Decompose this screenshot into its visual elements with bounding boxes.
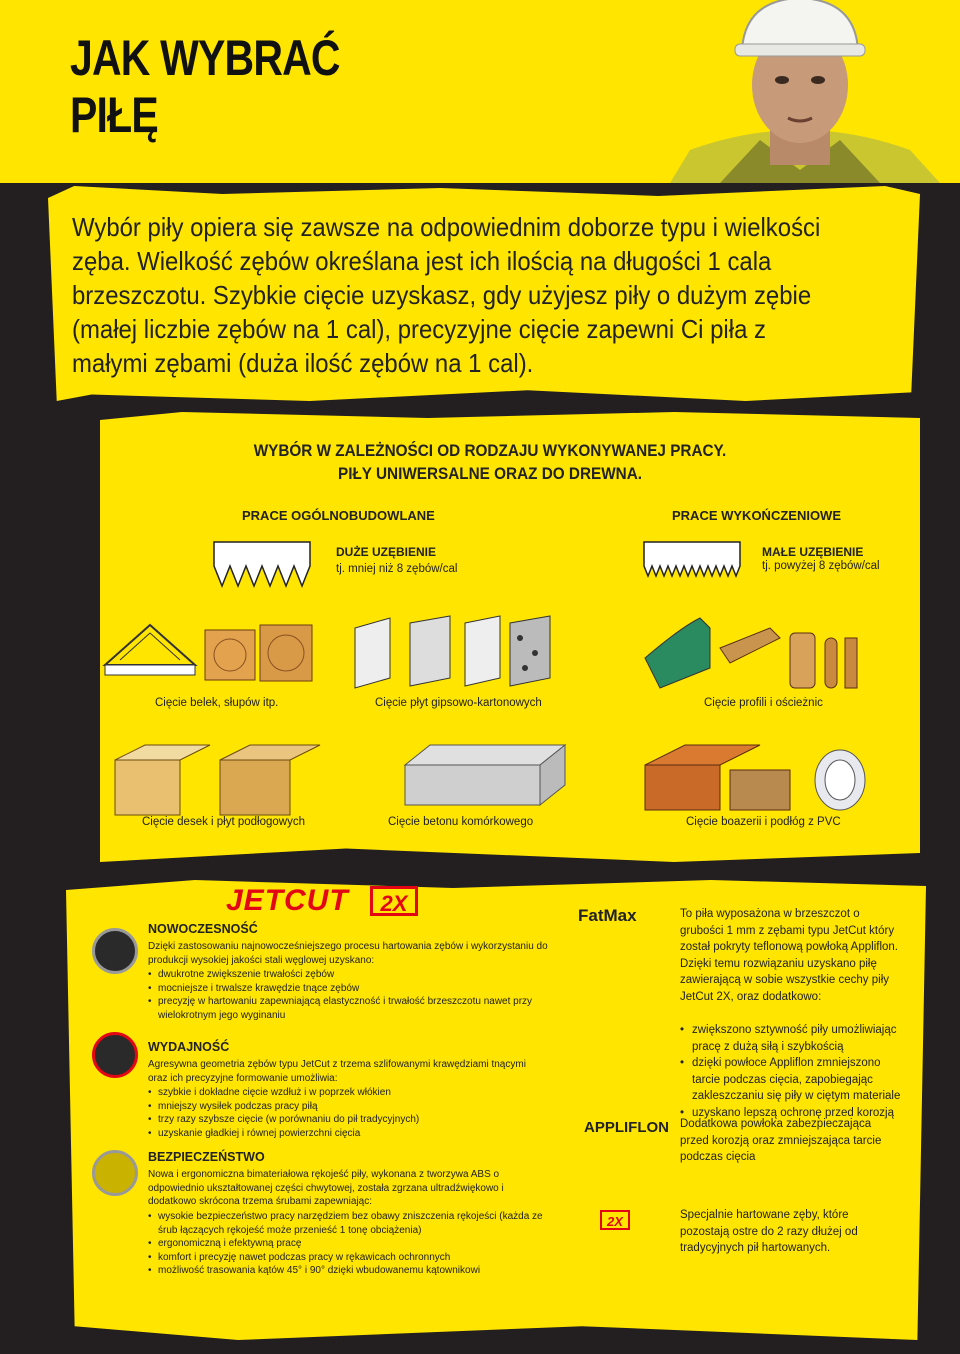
list-item: • ergonomiczną i efektywną pracę (148, 1237, 548, 1251)
intro-text: Wybór piły opiera się zawsze na odpowiednim doborze typu i wielkości zęba. Wielkość zębów określana jest ich ilością na długości 1 cala brzeszczotu. Szybkie cięcie uzyskasz, gdy użyjesz piły o dużym zębie (małej liczbie zębów na 1 cal), precyzyjne cięcie zapewni Ci piła z małymi zębami (duża ilość zębów na 1 cal). (72, 212, 821, 378)
fatmax-text: To piła wyposażona w brzeszczot o grubości 1 mm z zębami typu JetCut który został pokryty teflonową powłoką Appliflon. Dzięki temu rozwiązaniu uzyskano piłę zawierającą w sobie wszystkie cechy piły JetCut 2X, oraz dodatkowo: (680, 908, 898, 1003)
page-title-line2: PIŁĘ (70, 87, 158, 143)
worker-photo (650, 0, 950, 183)
fatmax-logo: FatMax (578, 906, 637, 925)
selection-heading1: WYBÓR W ZALEŻNOŚCI OD RODZAJU WYKONYWANEJ PRACY. (253, 441, 727, 460)
2x-badge: 2X (600, 1210, 630, 1230)
list-item: • możliwość trasowania kątów 45° i 90° dzięki wbudowanemu kątownikowi (148, 1264, 548, 1278)
list-item: • mocniejsze i trwalsze krawędzie tnące zębów (148, 982, 548, 996)
jetcut-logo: JETCUT (226, 884, 349, 917)
small-teeth-sub: tj. powyżej 8 zębów/cal (762, 560, 880, 572)
paneling-illustration (640, 735, 870, 815)
section-modern-text: Dzięki zastosowaniu najnowocześniejszego procesu hartowania zębów i wykorzystaniu do produkcji wysokiej jakości stali węglowej uzyskano: (148, 941, 548, 966)
list-item: • dwukrotne zwiększenie trwałości zębów (148, 968, 548, 982)
list-item: • uzyskano lepszą ochronę przed korozją (680, 1105, 905, 1122)
list-item: • trzy razy szybsze cięcie (w porównaniu do pił tradycyjnych) (148, 1113, 548, 1127)
teeth-v-icon (92, 928, 138, 974)
list-item: • komfort i precyzję nawet podczas pracy w rękawicach ochronnych (148, 1251, 548, 1265)
list-item: • mniejszy wysiłek podczas pracy piłą (148, 1100, 548, 1114)
triple-edge-icon (92, 1032, 138, 1078)
profiles-illustration (640, 608, 870, 698)
section-efficiency-title: WYDAJNOŚĆ (148, 1040, 230, 1054)
small-teeth-icon (642, 540, 742, 585)
appliflon-label: APPLIFLON (584, 1119, 669, 1136)
2x-text: Specjalnie hartowane zęby, które pozostają ostre do 2 razy dłużej od tradycyjnych pił hartowanych. (680, 1209, 858, 1254)
large-teeth-title: DUŻE UZĘBIENIE (336, 545, 437, 559)
list-item: • szybkie i dokładne cięcie wzdłuż i w poprzek włókien (148, 1086, 548, 1100)
page-title-line1: JAK WYBRAĆ (70, 30, 340, 86)
small-teeth-title: MAŁE UZĘBIENIE (762, 545, 864, 559)
boards-illustration (110, 730, 330, 820)
section-safety-text: Nowa i ergonomiczna bimateriałowa rękojeść piły, wykonana z tworzywa ABS o odpowiednio ukształtowanej części chwytowej, została zgrzana ultradźwiękowo i dodatkowo skrócona trzema śrubami zapewniając: (148, 1169, 504, 1207)
appliflon-text: Dodatkowa powłoka zabezpieczająca przed korozją oraz zmniejszająca tarcie podczas cięcia (680, 1118, 882, 1163)
list-item: • wysokie bezpieczeństwo pracy narzędziem bez obawy zniszczenia rękojeści (każda ze śrub łączących rękojeść może przenieść 1 tonę obciążenia) (148, 1210, 548, 1237)
caption-concrete: Cięcie betonu komórkowego (388, 816, 534, 828)
list-item: • dzięki powłoce Appliflon zmniejszono tarcie podczas cięcia, zapobiegając zakleszczaniu się piły w ciętym materiale (680, 1055, 905, 1105)
caption-drywall: Cięcie płyt gipsowo-kartonowych (375, 697, 542, 709)
category-general: PRACE OGÓLNOBUDOWLANE (242, 508, 435, 523)
list-item: • zwiększono sztywność piły umożliwiając pracę z dużą siłą i szybkością (680, 1022, 905, 1055)
aerated-concrete-illustration (400, 740, 570, 810)
caption-boards: Cięcie desek i płyt podłogowych (142, 816, 306, 828)
category-finishing: PRACE WYKOŃCZENIOWE (672, 508, 841, 523)
list-item: • uzyskanie gładkiej i równej powierzchni cięcia (148, 1127, 548, 1141)
section-modern-title: NOWOCZESNOŚĆ (148, 922, 258, 936)
drywall-illustration (350, 608, 580, 698)
caption-pvc: Cięcie boazerii i podłóg z PVC (686, 816, 841, 828)
beams-illustration (100, 605, 320, 695)
section-safety-title: BEZPIECZEŃSTWO (148, 1150, 265, 1164)
caption-profiles: Cięcie profili i ościeżnic (704, 697, 823, 709)
large-teeth-icon (212, 540, 312, 590)
large-teeth-sub: tj. mniej niż 8 zębów/cal (336, 563, 458, 575)
selection-heading2: PIŁY UNIWERSALNE ORAZ DO DREWNA. (337, 464, 643, 483)
jetcut-2x-badge: 2X (370, 886, 418, 916)
section-efficiency-text: Agresywna geometria zębów typu JetCut z trzema szlifowanymi krawędziami tnącymi oraz ich precyzyjne formowanie umożliwia: (148, 1059, 526, 1084)
caption-beams: Cięcie belek, słupów itp. (155, 697, 279, 709)
handle-screw-icon (92, 1150, 138, 1196)
list-item: • precyzję w hartowaniu zapewniającą elastyczność i trwałość brzeszczotu nawet przy wielokrotnym jego wyginaniu (148, 995, 548, 1022)
